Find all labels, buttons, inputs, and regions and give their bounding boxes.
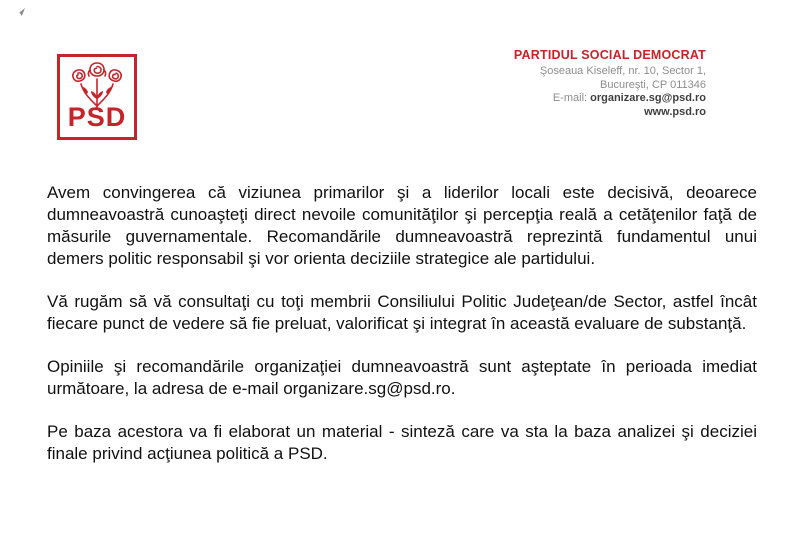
three-roses-icon bbox=[68, 61, 126, 109]
paragraph-1: Avem convingerea că viziunea primarilor şi a liderilor locali este decisivă, deoarece dumneavoastră cunoaşteţi direct nevoile comunităţilor şi percepţia reală a cetăţenilor faţă de măsurile guvernamentale. Recomandările dumneavoastră reprezintă fundamentul unui demers politic responsabil şi vor orienta deciziile strategice ale partidului. bbox=[47, 183, 757, 268]
logo-text: PSD bbox=[67, 102, 127, 132]
email-value: organizare.sg@psd.ro bbox=[590, 92, 706, 104]
letterhead bbox=[386, 48, 706, 119]
address-line-2: Bucureşti, CP 011346 bbox=[600, 78, 706, 91]
email-label: E-mail: bbox=[552, 92, 588, 104]
letter-body bbox=[47, 182, 757, 465]
scan-artifact bbox=[18, 8, 25, 16]
address-line-1: Şoseaua Kiseleff, nr. 10, Sector 1, bbox=[539, 65, 706, 77]
paragraph-4: Pe baza acestora va fi elaborat un material - sinteză care va sta la baza analizei şi deciziei finale privind acţiunea politică a PSD. bbox=[47, 422, 757, 463]
paragraph-2: Vă rugăm să vă consultaţi cu toţi membrii Consiliului Politic Judeţean/de Sector, astfel încât fiecare punct de vedere să fie preluat, valorificat şi integrat în această evaluare de substanţă. bbox=[47, 292, 757, 333]
email-line bbox=[386, 92, 706, 106]
website: www.psd.ro bbox=[644, 105, 706, 118]
party-name: PARTIDUL SOCIAL DEMOCRAT bbox=[513, 48, 706, 62]
paragraph-3: Opiniile şi recomandările organizaţiei dumneavoastră sunt aşteptate în perioada imediat următoare, la adresa de e-mail organizare.sg@psd.ro. bbox=[47, 357, 757, 398]
psd-logo bbox=[57, 54, 137, 140]
